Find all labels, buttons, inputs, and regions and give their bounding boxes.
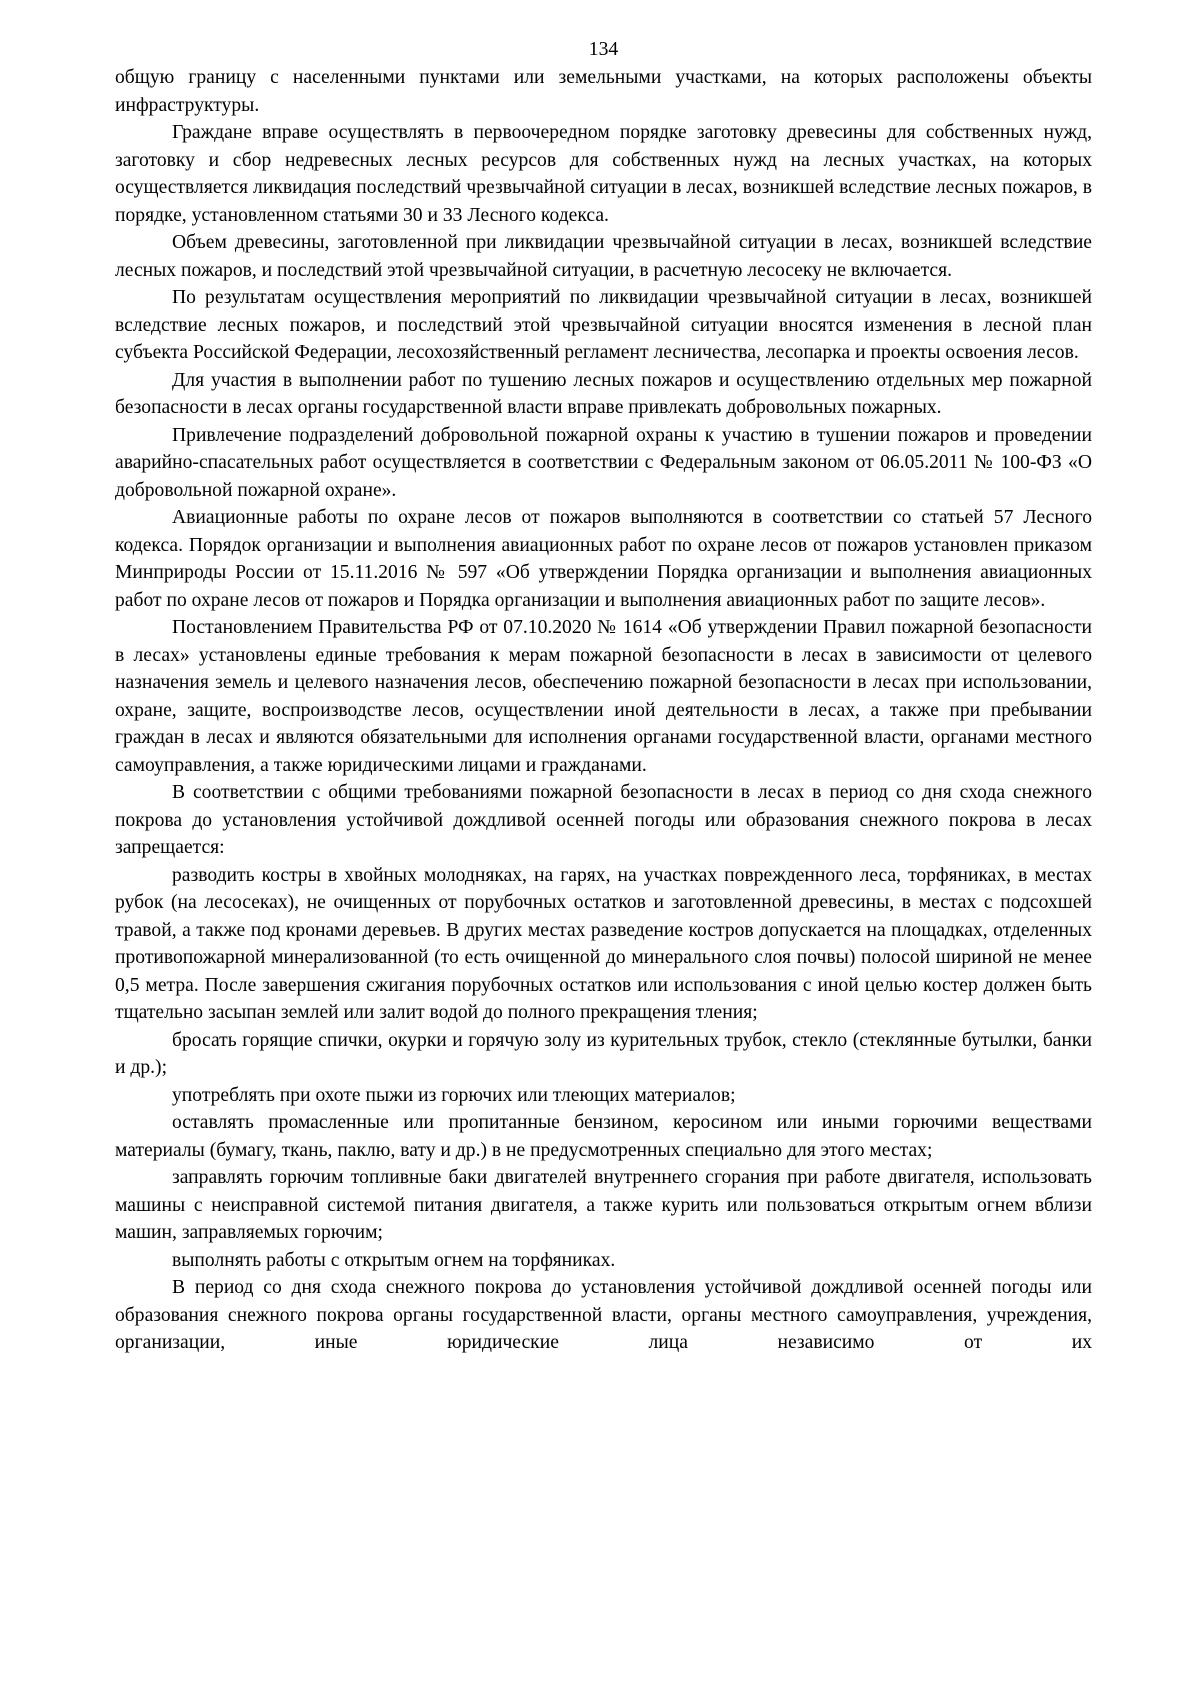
list-item-oily-materials: оставлять промасленные или пропитанные бензином, керосином или иными горючими веществами материалы (бумагу, ткань, паклю, вату и др.) в не предусмотренных специально для этого местах; (115, 1112, 1092, 1161)
list-item-matches: бросать горящие спички, окурки и горячую золу из курительных трубок, стекло (стеклянные бутылки, банки и др.); (115, 1029, 1092, 1078)
list-item-campfires: разводить костры в хвойных молодняках, на гарях, на участках поврежденного леса, торфяниках, в местах рубок (на лесосеках), не очищенных от порубочных остатков и заготовленной древесины, в местах с подсохшей травой, а также под кронами деревьев. В других местах разведение костров допускается на площадках, отделенных противопожарной минерализованной (то есть очищенной до минерального слоя почвы) полосой шириной не менее 0,5 метра. После завершения сжигания порубочных остатков или использования с иной целью костер должен быть тщательно засыпан землей или залит водой до полного прекращения тления; (115, 864, 1092, 1023)
list-item-hunting-wads: употреблять при охоте пыжи из горючих или тлеющих материалов; (172, 1084, 736, 1106)
list-item-refueling: заправлять горючим топливные баки двигателей внутреннего сгорания при работе двигателя, использовать машины с неисправной системой питания двигателя, а также курить или пользоваться открытым огнем вблизи машин, заправляемых горючим; (115, 1167, 1092, 1243)
paragraph-volunteer-units: Привлечение подразделений добровольной пожарной охраны к участию в тушении пожаров и проведении аварийно-спасательных работ осуществляется в соответствии с Федеральным законом от 06.05.2011 № 100-ФЗ «О добровольной пожарной охране». (115, 424, 1092, 501)
paragraph-plan-changes: По результатам осуществления мероприятий по ликвидации чрезвычайной ситуации в лесах, возникшей вследствие лесных пожаров, и последствий этой чрезвычайной ситуации вносятся изменения в лесной план субъекта Российской Федерации, лесохозяйственный регламент лесничества, лесопарка и проекты освоения лесов. (115, 287, 1092, 363)
paragraph-wood-volume: Объем древесины, заготовленной при ликвидации чрезвычайной ситуации в лесах, возникшей вследствие лесных пожаров, и последствий этой чрезвычайной ситуации, в расчетную лесосеку не включается. (115, 232, 1092, 281)
list-item-peat-works: выполнять работы с открытым огнем на торфяниках. (172, 1249, 616, 1271)
paragraph-continuation: общую границу с населенными пунктами или земельными участками, на которых расположены объекты инфраструктуры. (115, 67, 1092, 116)
paragraph-firewood-rights: Граждане вправе осуществлять в первоочередном порядке заготовку древесины для собственных нужд, заготовку и сбор недревесных лесных ресурсов для собственных нужд на лесных участках, на которых осуществляется ликвидация последствий чрезвычайной ситуации в лесах, возникшей вследствие лесных пожаров, в порядке, установленном статьями 30 и 33 Лесного кодекса. (115, 122, 1092, 226)
paragraph-prohibitions-intro: В соответствии с общими требованиями пожарной безопасности в лесах в период со дня схода снежного покрова до установления устойчивой дождливой осенней погоды или образования снежного покрова в лесах запрещается: (115, 782, 1092, 858)
paragraph-volunteer-firefighters: Для участия в выполнении работ по тушению лесных пожаров и осуществлению отдельных мер пожарной безопасности в лесах органы государственной власти вправе привлекать добровольных пожарных. (115, 369, 1092, 418)
paragraph-aviation-works: Авиационные работы по охране лесов от пожаров выполняются в соответствии со статьей 57 Лесного кодекса. Порядок организации и выполнения авиационных работ по охране лесов от пожаров установлен приказом Минприроды России от 15.11.2016 № 597 «Об утверждении Порядка организации и выполнения авиационных работ по охране лесов от пожаров и Порядка организации и выполнения авиационных работ по защите лесов». (115, 507, 1092, 611)
paragraph-authorities-duties: В период со дня схода снежного покрова до установления устойчивой дождливой осенней погоды или образования снежного покрова органы государственной власти, органы местного самоуправления, учреждения, организации, иные юридические лица независимо от их (115, 1277, 1092, 1353)
page-number: 134 (588, 39, 619, 60)
paragraph-government-decree: Постановлением Правительства РФ от 07.10.2020 № 1614 «Об утверждении Правил пожарной безопасности в лесах» установлены единые требования к мерам пожарной безопасности в лесах в зависимости от целевого назначения земель и целевого назначения лесов, обеспечению пожарной безопасности в лесах при использовании, охране, защите, воспроизводстве лесов, осуществлении иной деятельности в лесах, а также при пребывании граждан в лесах и являются обязательными для исполнения органами государственной власти, органами местного самоуправления, а также юридическими лицами и гражданами. (115, 617, 1092, 776)
